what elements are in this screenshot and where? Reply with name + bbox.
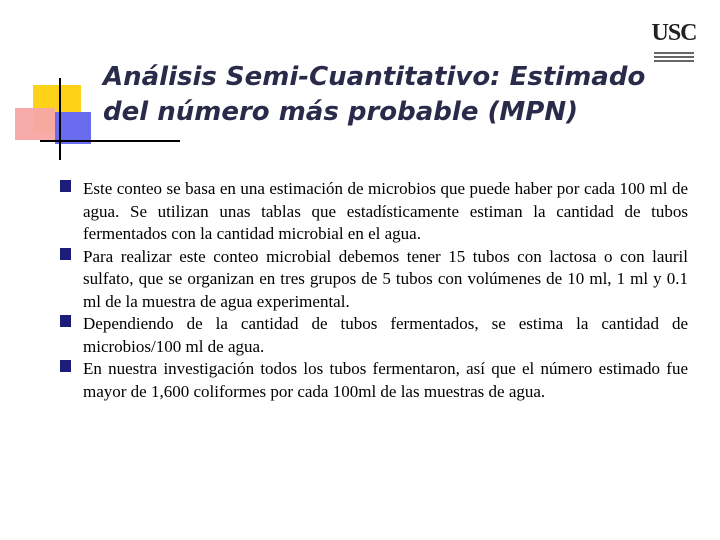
slide-title-line-2: del número más probable (MPN) bbox=[103, 97, 578, 127]
bullet-item bbox=[60, 246, 688, 314]
university-logo bbox=[650, 18, 698, 64]
decor-horizontal-line bbox=[40, 140, 180, 142]
bullet-text: Dependiendo de la cantidad de tubos fermentados, se estima la cantidad de microbios/100 ml de agua. bbox=[83, 314, 688, 356]
decor-vertical-line bbox=[59, 78, 61, 160]
square-bullet-icon bbox=[60, 248, 71, 260]
square-bullet-icon bbox=[60, 180, 71, 192]
bullet-list bbox=[60, 178, 688, 403]
bullet-text: Este conteo se basa en una estimación de microbios que puede haber por cada 100 ml de agua. Se utilizan unas tablas que estadísticamente estiman la cantidad de tubos fermentados con la cantidad microbial en el agua. bbox=[83, 179, 688, 243]
bullet-item bbox=[60, 178, 688, 246]
slide-title-line-1: Análisis Semi-Cuantitativo: Estimado bbox=[103, 62, 646, 92]
square-bullet-icon bbox=[60, 315, 71, 327]
square-bullet-icon bbox=[60, 360, 71, 372]
bullet-item bbox=[60, 358, 688, 403]
decor-pink-square bbox=[15, 108, 55, 140]
bullet-text: Para realizar este conteo microbial debemos tener 15 tubos con lactosa o con lauril sulfato, que se organizan en tres grupos de 5 tubos con volúmenes de 10 ml, 1 ml y 0.1 ml de la muestra de agua experimental. bbox=[83, 246, 688, 311]
logo-text: USC bbox=[651, 20, 697, 46]
slide-title bbox=[103, 60, 703, 130]
bullet-item bbox=[60, 313, 688, 358]
bullet-text: En nuestra investigación todos los tubos fermentaron, así que el número estimado fue mayor de 1,600 coliformes por cada 100ml de las muestras de agua. bbox=[83, 359, 688, 401]
